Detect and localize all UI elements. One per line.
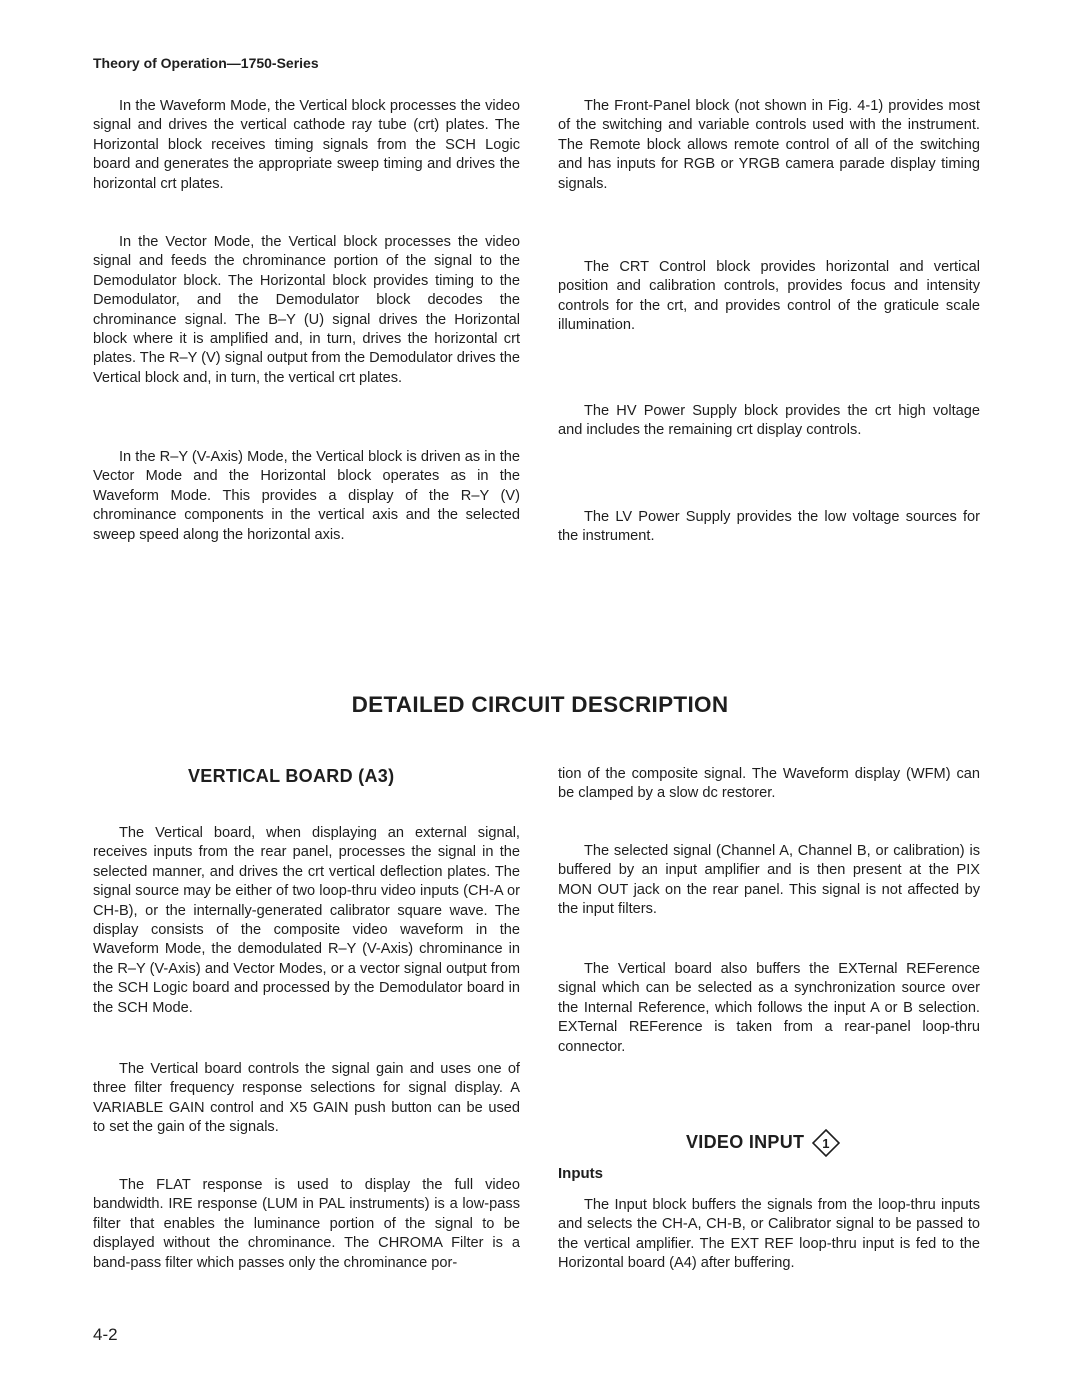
paragraph-text: In the Vector Mode, the Vertical block processes the video signal and feeds the chrominance portion of the signal to the Demodulator block. The Horizontal block provides timing to the Demodulator, and the Demodulator block decodes the chrominance signal. The B–Y (U) signal drives the Horizontal block where it is amplified and, in turn, drives the horizontal crt plates. The R–Y (V) signal output from the Demodulator drives the Vertical block and, in turn, the vertical crt plates. [93, 234, 520, 386]
diamond-number-icon [812, 1129, 840, 1157]
diamond-number-label: 1 [822, 1136, 831, 1151]
vertical-board-heading: VERTICAL BOARD (A3) [188, 766, 395, 786]
paragraph-text: The LV Power Supply provides the low voltage sources for the instrument. [558, 509, 980, 545]
paragraph-front-panel [558, 97, 980, 194]
paragraph-input-block [558, 1196, 980, 1274]
paragraph-text: The Input block buffers the signals from the loop-thru inputs and selects the CH-A, CH-B, or Calibrator signal to be passed to the vertical amplifier. The EXT REF loop-thru input is fed to the Horizontal board (A4) after buffering. [558, 1197, 980, 1272]
paragraph-text: In the Waveform Mode, the Vertical block processes the video signal and drives the vertical cathode ray tube (crt) plates. The Horizontal block receives timing signals from the SCH Logic board and generates the appropriate sweep timing and drives the horizontal crt plates. [93, 98, 520, 192]
page-number: 4-2 [93, 1325, 118, 1344]
paragraph-crt-control [558, 258, 980, 336]
inputs-subheading: Inputs [558, 1165, 603, 1182]
paragraph-text: The Vertical board, when displaying an external signal, receives inputs from the rear panel, processes the signal in the selected manner, and drives the crt vertical deflection plates. The signal source may be either of two loop-thru video inputs (CH-A or CH-B), or the internally-generated calibrator square wave. The display consists of the composite video waveform in the Waveform Mode, the demodulated R–Y (V-Axis) chrominance in the R–Y (V-Axis) and Vector Modes, or a vector signal output from the SCH Logic board and processed by the Demodulator board in the SCH Mode. [93, 825, 520, 1016]
paragraph-composite-signal [558, 765, 980, 804]
video-input-heading-text: VIDEO INPUT [686, 1131, 805, 1152]
paragraph-text: The selected signal (Channel A, Channel B, or calibration) is buffered by an input amplifier and is then present at the PIX MON OUT jack on the rear panel. This signal is not affected by the input filters. [558, 843, 980, 918]
paragraph-text: In the R–Y (V-Axis) Mode, the Vertical block is driven as in the Vector Mode and the Horizontal block operates as in the Waveform Mode. This provides a display of the R–Y (V) chrominance components in the vertical axis and the selected sweep speed along the horizontal axis. [93, 449, 520, 543]
paragraph-waveform-mode [93, 97, 520, 194]
paragraph-hv-power-supply [558, 402, 980, 441]
paragraph-text: The Vertical board controls the signal gain and uses one of three filter frequency response selections for signal display. A VARIABLE GAIN control and X5 GAIN push button can be used to set the gain of the signals. [93, 1061, 520, 1136]
paragraph-selected-signal [558, 842, 980, 920]
paragraph-signal-gain [93, 1060, 520, 1138]
paragraph-text: The HV Power Supply block provides the crt high voltage and includes the remaining crt display controls. [558, 403, 980, 439]
paragraph-ext-reference [558, 960, 980, 1057]
paragraph-text: The Vertical board also buffers the EXTernal REFerence signal which can be selected as a synchronization source over the Internal Reference, which follows the input A or B selection. EXTernal REFerence is taken from a rear-panel loop-thru connector. [558, 961, 980, 1055]
paragraph-text: The Front-Panel block (not shown in Fig. 4-1) provides most of the switching and variable controls used with the instrument. The Remote block allows remote control of all of the switching and has inputs for RGB or YRGB camera parade display timing signals. [558, 98, 980, 192]
running-header: Theory of Operation—1750-Series [93, 55, 319, 71]
paragraph-text: The FLAT response is used to display the full video bandwidth. IRE response (LUM in PAL instruments) is a low-pass filter that enables the luminance portion of the signal to be displayed without the chrominance. The CHROMA Filter is a band-pass filter which passes only the chrominance por- [93, 1177, 520, 1271]
video-input-heading [686, 1129, 840, 1157]
paragraph-vector-mode [93, 233, 520, 388]
paragraph-text: The CRT Control block provides horizontal and vertical position and calibration controls, provides focus and intensity controls for the crt, and provides control of the graticule scale illumination. [558, 259, 980, 334]
paragraph-text: tion of the composite signal. The Waveform display (WFM) can be clamped by a slow dc restorer. [558, 766, 980, 802]
paragraph-vertical-board-intro [93, 824, 520, 1018]
paragraph-flat-response [93, 1176, 520, 1273]
section-title: DETAILED CIRCUIT DESCRIPTION [351, 692, 729, 717]
paragraph-v-axis-mode [93, 448, 520, 545]
paragraph-lv-power-supply [558, 508, 980, 547]
